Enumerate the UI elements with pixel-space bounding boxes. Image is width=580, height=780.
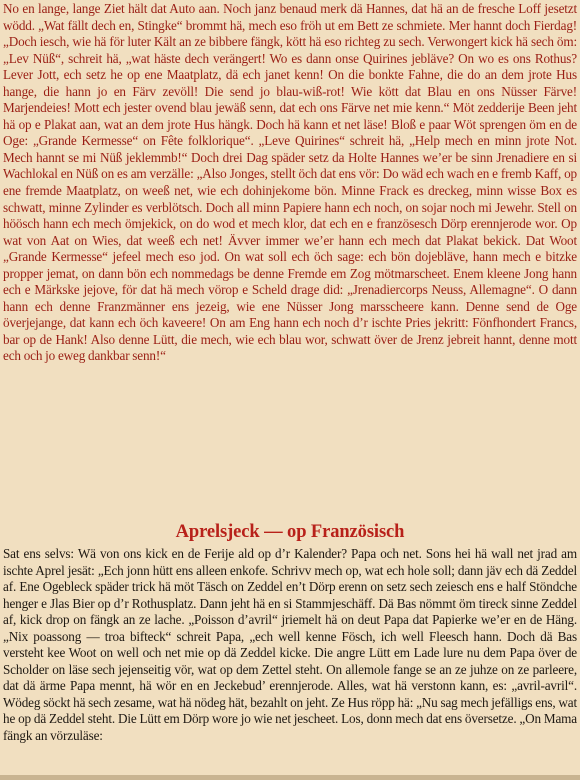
article-heading: Aprelsjeck — op Französisch bbox=[175, 522, 405, 542]
story-text-continued: No en lange, lange Ziet hält dat Auto aan. Noch janz benaud merk dä Hannes, dat hä an de fresche Loff jesetzt wödd. „Wat fällt dech en, Stingke“ brommt hä, mech eso fröh ut em Bett ze schmiete. Mer hannt doch Fierdag! „Doch iesch, wie hä för luter Kält an ze bibbere fängk, kött hä eso richteg zu sech. Verwongert kick hä sech öm: „Lev Nüß“, schreit hä, „wat häste dech verängert! Wo es dann onse Quirines jebläve? On wo es ons Rothus? Lever Jott, ech setz he op ene Maatplatz, dä ech janet kenn! On die bonkte Fahne, die do an dem jrote Hus hange, die hann jo en Färv zevöll! Die send jo blau-wiß-rot! Wie kött dat Blau en ons Nüsser Färve! Marjendeies! Mott ech jester ovend blau jewäß senn, dat ech ons Färve net mie kenn.“ Möt zedderije Been jeht hä op e Plakat aan, wat an dem jrote Hus hängk. Doch hä kann et net läse! Bloß e paar Wöt sprengen öm en de Oge: „Grande Kermesse“ on Fête folklorique“. „Leve Quirines“ schreit hä, „Help mech en minn jrote Not. Mech hannt se mi Nüß jeklemmb!“ Doch drei Dag späder setz da Holte Hannes we’er be sinn Jrenadiere en si Wachlokal en Nüß on es am verzälle: „Also Jonges, stellt öch dat ens vör: Do wäd ech wach en e fremb Kaff, op ene fremde Maatplatz, on weeß net, wie ech dohinjekome bön. Minne Frack es dreckeg, minn wisse Box es schwatt, minne Zylinder es verblötsch. Doch all minn Papiere hann ech noch, on sojar noch mi Jewehr. Stell on höösch hann ech mech ömjekick, on do wod et mech klor, dat ech en e französesch Dörp erennjerode wor. Op wat von Aat on Wies, dat weeß ech net! Ävver immer we’er hann ech mech dat Plakat bekick. Dat Woot „Grande Kermesse“ jefeel mech eso jod. On wat soll ech öch sage: ech bön dojebläve, hann mech e bitzke propper jemat, on dann bön ech nommedags be denne Fremde em Zog mötmarscheet. Enem kleene Jong hann ech e Märkske jejove, för dat hä mech vörop e Scheld drage did: „Jrenadiercorps Neuss, Allemagne“. O dann hann ech denne Franzmänner ens jezeig, wie ene Nüsser Jong marsscheere kann. Denne send de Oge överjejange, dat kann ech öch kaveere! On am Eng hann ech noch d’r ischte Pries jekritt: Fönfhondert Francs, bar op de Hank! Also denne Lütt, die mech, wie ech blau wor, schwatt över de Jrenz jebreit hannt, denne mott ech och jo eweg dankbar senn!“ bbox=[3, 1, 577, 364]
article-body-text: Sat ens selvs: Wä von ons kick en de Ferije ald op d’r Kalender? Papa och net. Sons hei hä wall net jrad am ischte Aprel jesät: „Ech jonn hütt ens alleen enkofe. Schrivv mech op, wat ech hole soll; dann jäv ech dä Zeddel af. Ene Ogebleck späder trick hä möt Täsch on Zeddel en’t Dörp erenn on setz sech zeiesch ens e half Stöndche henger e Jlas Bier op d’r Rothusplatz. Dann jeht hä en si Stammjeschäff. Dä Bas nömmt öm tireck sinne Zeddel af, kick drop on fängk an ze lache. „Poisson d’avril“ jriemelt hä on deut Papa dat Papierke we’er en de Häng. „Nix poassong — troa bifteck“ schreit Papa, „ech well kenne Fösch, ich well Fleesch hann. Doch dä Bas versteht kee Woot on well och net mie op dä Zeddel kicke. Die angre Lütt em Lade lure nu dem Papa över de Scholder on läse sech jejenseitig vör, wat op dem Zettel steht. On allemole fange se an ze juhze on ze parleere, dat dä ärme Papa mennt, hä wör en en Jeckebud’ erennjerode. Alles, wat hä verstonn kann, es: „avril-avril“. Wödeg söckt hä sech zesame, wat hä nödeg hät, bezahlt on jeht. Ze Hus röpp hä: „Nu sag mech jefälligs ens, wat he op dä Zeddel steht. Die Lütt em Dörp wore jo wie net jescheet. Los, donn mech dat ens översetze. „On Mama fängk an vörzuläse: bbox=[3, 546, 577, 744]
bottom-edge-strip bbox=[0, 775, 580, 780]
